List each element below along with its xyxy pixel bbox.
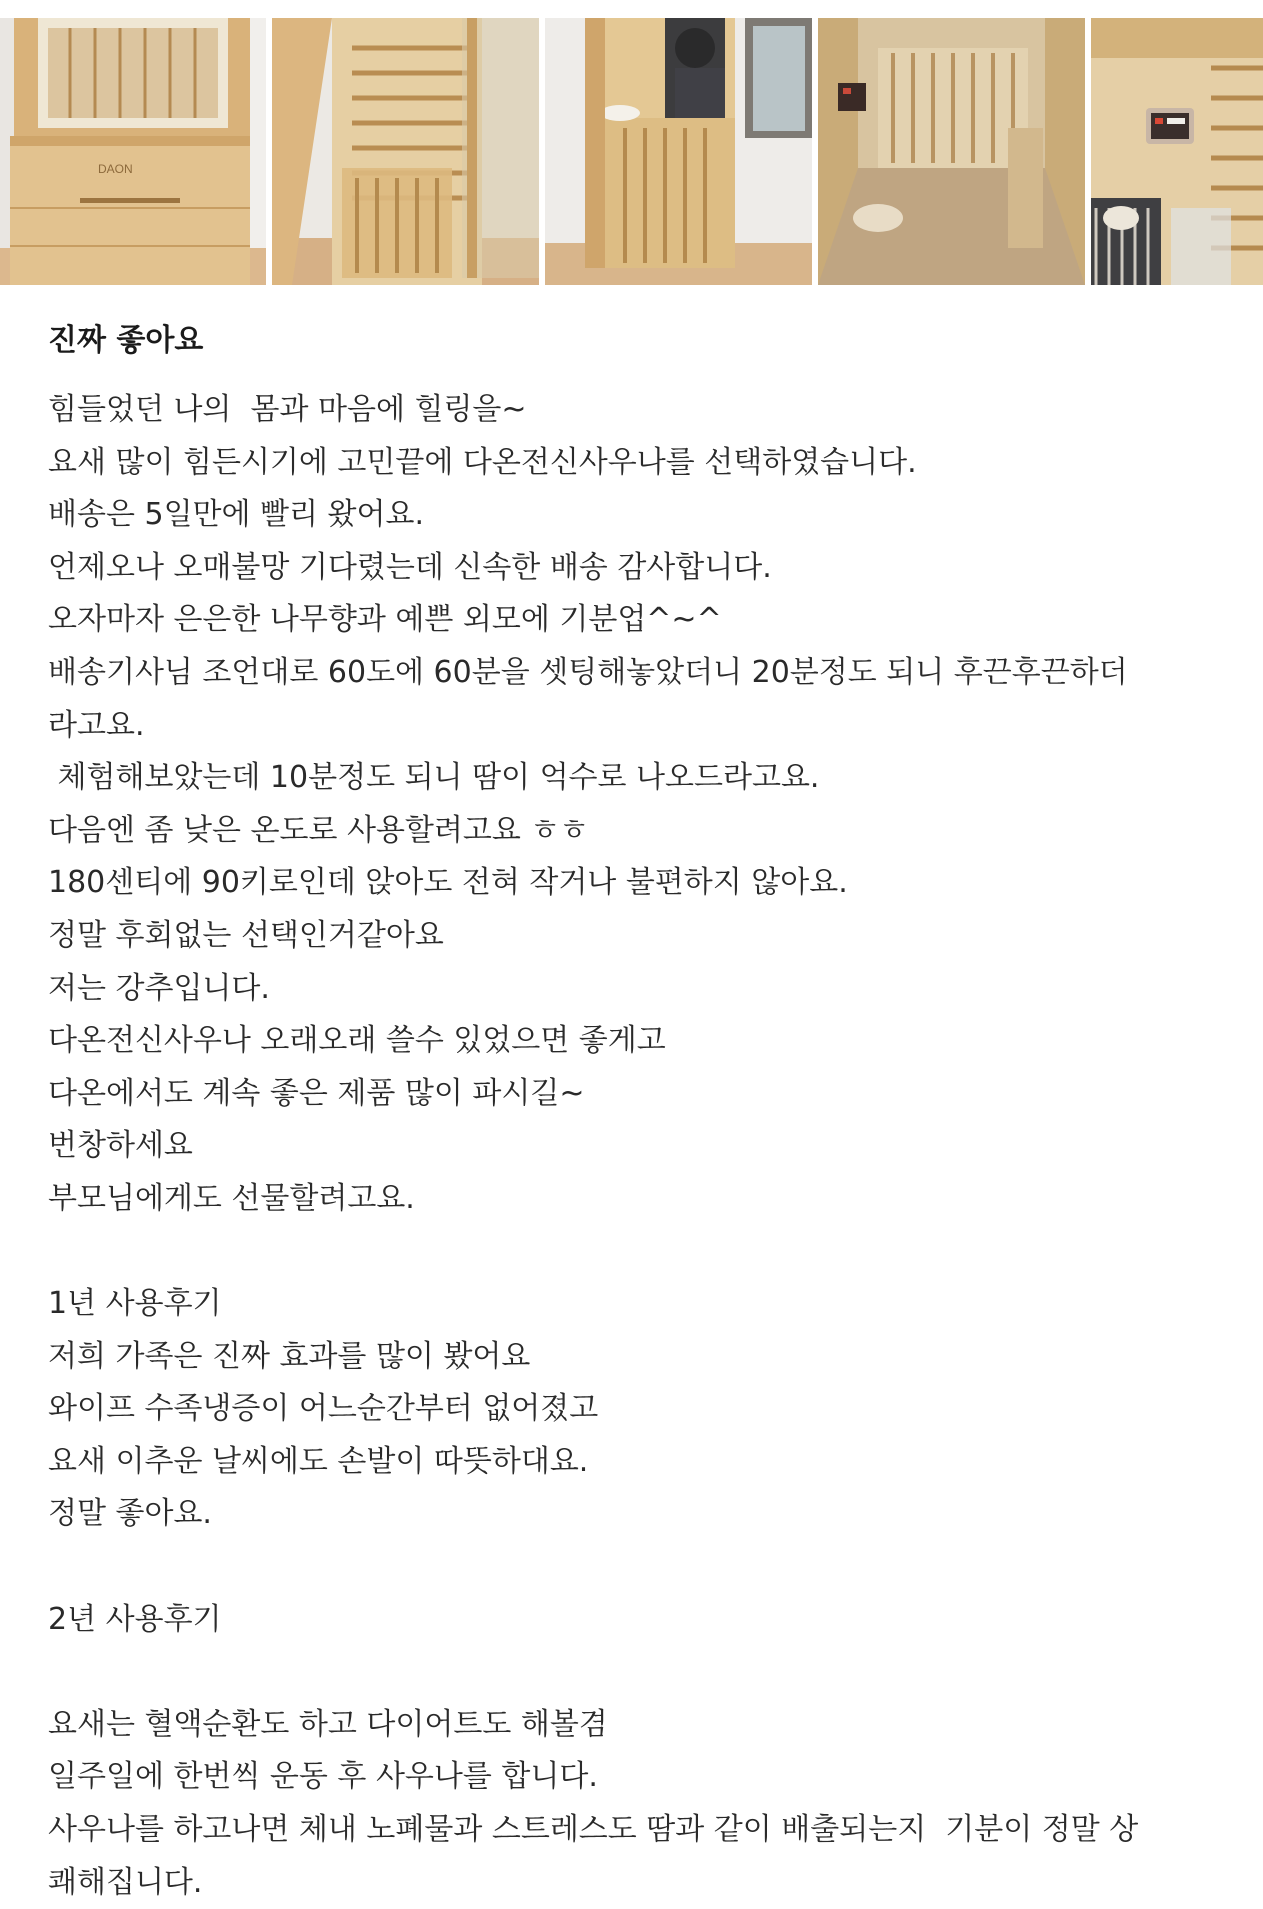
review-photo-5[interactable]: [1091, 18, 1263, 285]
sauna-interior-image: [818, 18, 1085, 285]
sauna-person-image: [545, 18, 812, 285]
review-line: 180센티에 90키로인데 앉아도 전혀 작거나 불편하지 않아요.: [48, 865, 848, 901]
review-line: 오자마자 은은한 나무향과 예쁜 외모에 기분업^~^: [48, 602, 722, 638]
review-section-heading: 2년 사용후기: [48, 1601, 222, 1637]
review-photo-1[interactable]: [0, 18, 266, 285]
review-body: [48, 384, 1228, 1909]
review-line: 번창하세요: [48, 1128, 193, 1164]
review-blank-line: [48, 1541, 1228, 1594]
review-line: 쾌해집니다.: [48, 1864, 203, 1900]
sauna-door-image: [272, 18, 539, 285]
review-photo-3[interactable]: [545, 18, 812, 285]
review-photo-strip: [0, 18, 1263, 285]
review-line: 배송은 5일만에 빨리 왔어요.: [48, 497, 425, 533]
brand-mark-text: DAON: [98, 162, 133, 176]
review-line: 라고요.: [48, 707, 145, 743]
review-title: 진짜 좋아요: [48, 323, 204, 358]
review-blank-line: [48, 1226, 1228, 1279]
sauna-control-panel-image: [1091, 18, 1263, 285]
review-line: 정말 좋아요.: [48, 1496, 212, 1532]
review-line: 힘들었던 나의 몸과 마음에 힐링을~: [48, 392, 527, 427]
review-section-heading: 1년 사용후기: [48, 1286, 222, 1322]
review-line: 요새 이추운 날씨에도 손발이 따뜻하대요.: [48, 1443, 589, 1479]
review-line: 저희 가족은 진짜 효과를 많이 봤어요: [48, 1338, 531, 1374]
review-line: 다음엔 좀 낮은 온도로 사용할려고요 ㅎㅎ: [48, 812, 589, 848]
review-line: 부모님에게도 선물할려고요.: [48, 1180, 415, 1216]
review-line: 요새 많이 힘든시기에 고민끝에 다온전신사우나를 선택하였습니다.: [48, 444, 917, 480]
review-line: 체험해보았는데 10분정도 되니 땀이 억수로 나오드라고요.: [48, 760, 820, 796]
review-photo-2[interactable]: [272, 18, 539, 285]
review-blank-line: [48, 1646, 1228, 1699]
review-content: [48, 318, 1228, 1909]
review-line: 배송기사님 조언대로 60도에 60분을 셋팅해놓았더니 20분정도 되니 후끈후끈하더: [48, 654, 1128, 690]
review-line: 사우나를 하고나면 체내 노폐물과 스트레스도 땀과 같이 배출되는지 기분이 정말 상: [48, 1812, 1139, 1848]
review-line: 요새는 혈액순환도 하고 다이어트도 해볼겸: [48, 1706, 608, 1742]
review-line: 일주일에 한번씩 운동 후 사우나를 합니다.: [48, 1759, 598, 1795]
review-line: 다온전신사우나 오래오래 쓸수 있었으면 좋게고: [48, 1023, 666, 1059]
review-line: 와이프 수족냉증이 어느순간부터 없어졌고: [48, 1391, 599, 1427]
review-photo-4[interactable]: [818, 18, 1085, 285]
sauna-exterior-image: [0, 18, 266, 285]
review-line: 언제오나 오매불망 기다렸는데 신속한 배송 감사합니다.: [48, 549, 772, 585]
review-line: 저는 강추입니다.: [48, 970, 270, 1006]
review-line: 정말 후회없는 선택인거같아요: [48, 917, 444, 953]
review-line: 다온에서도 계속 좋은 제품 많이 파시길~: [48, 1075, 585, 1111]
